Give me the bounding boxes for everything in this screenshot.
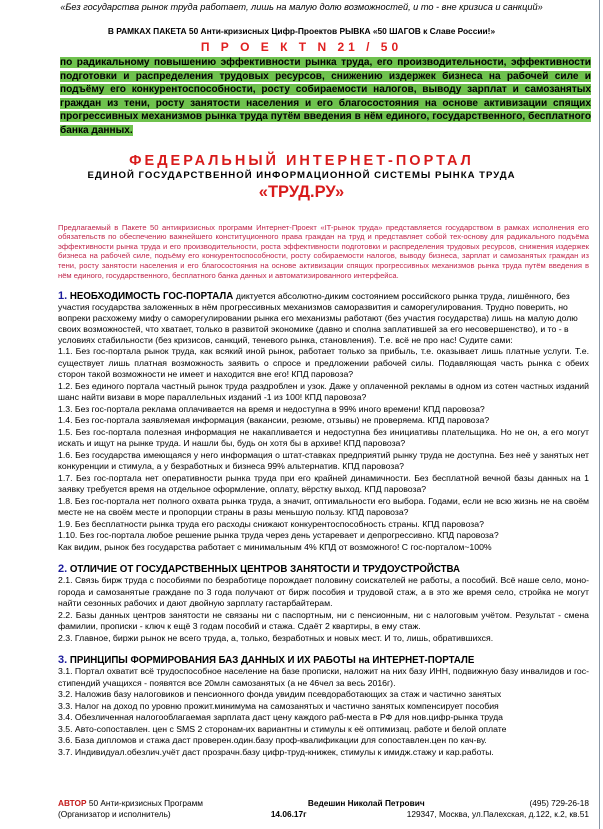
goal-highlight: по радикальному повышению эффективности рынка труда, его производительности, эффективности подготовки и распределения трудовых ресурсов, снижению издержек бизнеса на рабочей силе и подъёму его конкурентоспособности, росту собираемости налогов, выводу зарплат и самозанятых граждан из тени, росту занятости населения и его благосостояния на основе активизации спящих прогрессивных механизмов рынка труда путём введения в нём единого, государственного, бесплатного банка данных. xyxy=(60,57,591,136)
list-item: 1.3. Без гос-портала реклама оплачивается на время и недоступна в 99% иного времени! КПД паровоза? xyxy=(58,403,485,414)
list-item: 3.2. Наложив базу налоговиков и пенсионного фонда увидим псевдоработающих за стаж и частично занятых xyxy=(58,689,502,700)
document-date: 14.06.17г xyxy=(270,809,307,819)
section-1-title: НЕОБХОДИМОСТЬ ГОС-ПОРТАЛА xyxy=(69,291,234,303)
author-address: 129347, Москва, ул.Палехская, д.122, к.2, кв.51 xyxy=(406,809,589,819)
footer-author xyxy=(58,798,203,809)
section-2-items xyxy=(4,575,599,644)
portal-subheading: ЕДИНОЙ ГОСУДАРСТВЕННОЙ ИНФОРМАЦИОННОЙ СИСТЕМЫ РЫНКА ТРУДА xyxy=(87,169,516,181)
list-item: 2.3. Главное, биржи рынок не всего труда, а, только, безработных и новых мест. И то, лишь, обратившихся. xyxy=(58,632,494,643)
section-2-title: ОТЛИЧИЕ ОТ ГОСУДАРСТВЕННЫХ ЦЕНТРОВ ЗАНЯТОСТИ И ТРУДОУСТРОЙСТВА xyxy=(69,564,461,576)
author-role: (Организатор и исполнитель) xyxy=(58,809,171,819)
document-page xyxy=(4,0,600,829)
footer xyxy=(58,798,589,820)
list-item: 1.2. Без единого портала частный рынок труда раздроблен и узок. Даже у оплаченной рекламы в одном из сотен частных изданий шанс найти визави в море параллельных изданий -1 из 100! КПД паровоза? xyxy=(58,380,589,403)
intro-paragraph: Предлагаемый в Пакете 50 антикризисных программ Интернет-Проект «IT-рынок труда» представляется государством в рамках исполнения его обязательств по обеспечению важнейшего конституционного права граждан на труд и представляет собой тех-основу для радикального подъёма эффективности рынка труда и его производительности, роста эффективности подготовки и распределения трудовых ресурсов, снижения издержек бизнеса на рабочей силе, подъёму его конкурентоспособности, росту собираемости налогов, выводу бизнеса, зарплат и самозанятых граждан из тени, росту занятости населения и его благосостояния на основе активизации спящих прогрессивных механизмов рынка труда путём введения в нём единого, государственного, бесплатного банка данных и автоматизированного интерфейса. xyxy=(58,222,589,280)
list-item: 1.9. Без бесплатности рынка труда его расходы снижают конкурентоспособность страны. КПД паровоза? xyxy=(58,518,484,529)
footer-row-1 xyxy=(58,798,589,809)
list-item: 3.4. Обезличенная налогооблагаемая зарплата даст цену каждого раб-места в РФ для нов.цифр-рынка труда xyxy=(58,712,503,723)
author-name: Ведешин Николай Петрович xyxy=(307,798,425,808)
list-item: 1.8. Без гос-портала нет полного охвата рынка труда, а значит, оптимальности его выбора. Годами, если не всю жизнь не на своём месте не на своём месте и пропорции страны в разы меньшую пользу. КПД паровоза? xyxy=(58,495,589,518)
list-item: 3.5. Авто-сопоставлен. цен с SMS 2 сторонам-их вариантны и стимулы к её оптимизац. работе и белой оплате xyxy=(58,723,507,734)
list-item: 3.1. Портал охватит всё трудоспособное население на базе прописки, наложит на них базу ИНН, подвижную базу инвалидов и гос-стипендий учащихся - появятся все 20млн самозанятых (а не 46чел за весь 2016г). xyxy=(58,666,589,688)
list-item: 3.7. Индивидуал.обезлич.учёт даст прозрачн.базу цифр-труд-книжек, стимулы к имидж.стажу и кар.работы. xyxy=(58,746,494,757)
package-line: В РАМКАХ ПАКЕТА 50 Анти-кризисных Цифр-Проектов РЫВКА «50 ШАГОВ к Славе России!» xyxy=(107,26,496,36)
list-item: 3.6. База дипломов и стажа даст проверен.один.базу проф-квалификации для сопоставлен.цен по кач-ву. xyxy=(58,735,487,746)
author-label: АВТОР xyxy=(58,798,87,808)
section-2-number: 2. xyxy=(58,563,68,576)
section-3-heading xyxy=(4,654,599,666)
list-item: 2.1. Связь бирж труда с пособиями по безработице порождает половину соискателей не работы, а пособий. Всё наше село, моно-города и самозанятые граждане по 3 года получают от бирж пособия и трудовой стаж, а в это же время село, стройка не могут найти сезонных рабочих и дают двойную зарплату гастарбайтерам. xyxy=(58,575,589,609)
footer-row-2 xyxy=(58,809,589,820)
list-item: 1.5. Без гос-портала полезная информация не накапливается и недоступна без инициативы плательщика. Но не он, а его могут искать и ищут на рынке труда. И нашли бы, будь он хотя бы в архиве! КПД паровоза? xyxy=(58,426,589,449)
section-3-items xyxy=(4,666,599,758)
list-item: 1.7. Без гос-портала нет оперативности рынка труда при его крайней динамичности. Без бесплатной вечной базы данных на 1 заявку требуется время на отдельное оформление, оплату, вёрстку выход. КПД паровоза? xyxy=(58,472,589,495)
list-item: 1.4. Без гос-портала заявляемая информация (вакансии, резюме, отзывы) не проверяема. КПД паровоза? xyxy=(58,415,490,426)
list-item: 1.10. Без гос-портала любое решение рынка труда через день устаревает и депрогрессивно. КПД паровоза? xyxy=(58,530,499,541)
portal-name: «ТРУД.РУ» xyxy=(258,182,345,201)
lead-quote: «Без государства рынок труда работает, лишь на малую долю возможностей, и то - вне кризиса и санкций» xyxy=(60,2,543,12)
list-item: 1.6. Без государства имеющаяся у него информация о штат-ставках предприятий рынку труда не доступна. Без неё у занятых нет конкуренции и стимула, а у безработных и бизнеса 99% альтернатив. КПД паровоза? xyxy=(58,449,589,472)
section-2-heading xyxy=(4,563,599,575)
list-item: 1.1. Без гос-портала рынок труда, как всякий иной рынок, работает только за прибыль, т.е. оказывает лишь платные услуги. Т.е. существует лишь платная возможность заявить о спросе и предложении рабочей силы. Подавляющая часть рынка с обеих сторон такой возможности не имеет и находится вне его! КПД паровоза? xyxy=(58,346,589,380)
portal-heading: ФЕДЕРАЛЬНЫЙ ИНТЕРНЕТ-ПОРТАЛ xyxy=(129,152,474,169)
section-1-items xyxy=(4,346,599,553)
author-rest: 50 Анти-кризисных Программ xyxy=(88,798,204,808)
goal-text xyxy=(4,56,599,138)
section-3-title: ПРИНЦИПЫ ФОРМИРОВАНИЯ БАЗ ДАННЫХ И ИХ РАБОТЫ на ИНТЕРНЕТ-ПОРТАЛЕ xyxy=(69,655,475,667)
section-3-number: 3. xyxy=(58,654,68,667)
author-phone: (495) 729-26-18 xyxy=(529,798,589,808)
section-1-heading xyxy=(4,290,599,346)
list-item: 2.2. Базы данных центров занятости не связаны ни с паспортным, ни с пенсионным, ни с налоговым учётом. Результат - смена фамилии, прописки - ключ к ещё 3 годам пособий и стажа. Сдаёт 2 квартиры, в ему стаж. xyxy=(58,609,589,632)
list-item: 3.3. Налог на доход по уровню прожит.минимума на самозанятых и частично занятых компенсирует пособия xyxy=(58,700,499,711)
list-item: Как видим, рынок без государства работает с минимальным 4% КПД от возможного! С гос-порталом~100% xyxy=(58,541,492,552)
section-1-number: 1. xyxy=(58,290,68,303)
project-title: П Р О Е К Т N 21 / 50 xyxy=(200,40,403,54)
section-1-lead: диктуется абсолютно-диким состоянием российского рынка труда, лишённого, без участия государства заложенных в нём прогрессивных механизмов саморазвития и саморегулирования. Трудно поверить, но вопреки расхожему мифу о саморегулировании рынка его механизмы работают (без участия государства) лишь на малую долю своих возможностей, что хватает, только в развитой экономике (давно и сполна заплатившей за его несовершенство), и то - в условиях стабильности (без кризисов, санкций, теневого рынка, становления). Т.е. всё не про нас! Судите сами: xyxy=(58,291,578,346)
